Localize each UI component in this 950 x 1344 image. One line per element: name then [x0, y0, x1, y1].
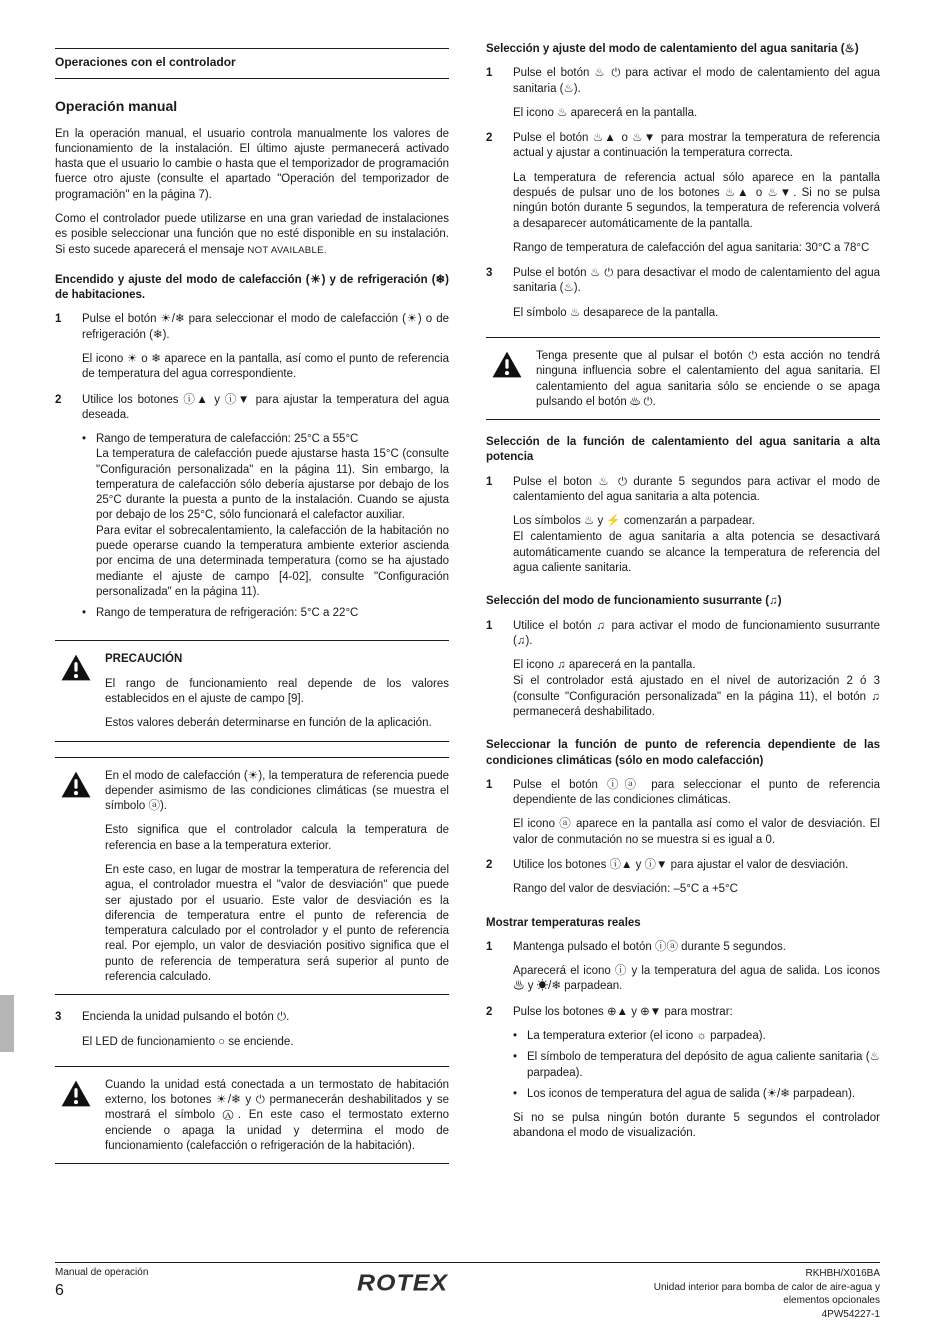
paragraph: Pulse los botones ⊕▲ y ⊕▼ para mostrar: — [513, 1005, 733, 1018]
warning-triangle-icon — [61, 771, 91, 798]
step-2 — [486, 858, 880, 901]
bullet-icon: • — [82, 607, 87, 620]
step-body — [82, 312, 449, 385]
list-item-text — [527, 1050, 880, 1084]
paragraph: Para evitar el sobrecalentamiento, la calefacción de la habitación no puede operarse cuando la temperatura ambiente exterior ascienda por encima de una determinada temperatura (como se ha ajustado mediante el ajuste de campo [4-02], consulte "Configuración personalizada" en la página 11). — [96, 524, 449, 598]
step-number: 3 — [55, 1011, 62, 1024]
warning-icon — [486, 349, 536, 410]
step-body — [82, 1010, 449, 1053]
paragraph: La temperatura exterior (el icono ☼ parpadea). — [527, 1029, 766, 1042]
paragraph: El símbolo de temperatura del depósito de agua caliente sanitaria (♨ parpadea). — [527, 1051, 880, 1079]
heading-encendido-ajuste: Encendido y ajuste del modo de calefacción (☀) y de refrigeración (❄) de habitaciones. — [55, 273, 449, 302]
list-item-text — [96, 432, 449, 603]
section-header-label: Operaciones con el controlador — [55, 55, 236, 69]
heading-alta-potencia: Selección de la función de calentamiento del agua sanitaria a alta potencia — [486, 436, 880, 464]
bullet-icon: • — [82, 433, 87, 446]
note-box-thermostat — [55, 1066, 449, 1164]
paragraph: Esto significa que el controlador calcula la temperatura de referencia en base a la temperatura exterior. — [105, 824, 449, 852]
right-column — [486, 40, 880, 1179]
document-code: 4PW54227-1 — [821, 1308, 880, 1320]
step-number: 2 — [486, 132, 493, 145]
step-number: 2 — [486, 858, 493, 871]
step-number: 1 — [486, 778, 493, 791]
warning-icon — [55, 769, 105, 986]
step-2 — [486, 1005, 880, 1145]
warning-triangle-icon — [492, 351, 522, 378]
caution-title: PRECAUCIÓN — [105, 653, 183, 666]
paragraph: Aparecerá el icono ⓘ y la temperatura del agua de salida. Los iconos ♨ y ☀/❄ parpadean. — [513, 965, 880, 993]
warning-triangle-icon — [61, 654, 91, 681]
paragraph: En este caso, en lugar de mostrar la temperatura de referencia del agua, el controlador muestra el "valor de desviación" que puede ser ajustado por el usuario. Este valor de desviación es la diferencia de temperatura entre el punto de referencia de temperatura calculado por el controlador y el punto de referencia real. Por ejemplo, un valor de desviación positivo significa que el punto de referencia de temperatura será superior al punto de referencia calculado. — [105, 863, 449, 983]
warning-icon — [55, 652, 105, 731]
step-3 — [486, 266, 880, 324]
paragraph: Pulse el botón ☀/❄ para seleccionar el modo de calefacción (☀) o de refrigeración (❄). — [82, 313, 449, 341]
list-item — [513, 1029, 880, 1047]
paragraph: Pulse el botón ♨ ⏻ para desactivar el modo de calentamiento del agua sanitaria (♨). — [513, 267, 880, 295]
not-available-label: NOT AVAILABLE. — [247, 244, 327, 256]
paragraph: Pulse el boton ♨ ⏻ durante 5 segundos para activar el modo de calentamiento del agua sanitaria a alta potencia. — [513, 475, 880, 503]
paragraph: Rango de temperatura de calefacción: 25°C a 55°C — [96, 433, 359, 446]
step-2 — [55, 393, 449, 628]
paragraph: Cuando la unidad está conectada a un termostato de habitación externo, los botones ☀/❄ y ⏻ permanecerán deshabilitados y se mostrará el símbolo Ⓐ. En este caso el termostato externo enciende o apaga la unidad y determina el modo de funcionamiento (calefacción o refrigeración de la habitación). — [105, 1078, 449, 1152]
paragraph: La temperatura de referencia actual sólo aparece en la pantalla después de pulsar uno de los botones ♨▲ o ♨▼. Si no se pulsa ningún botón durante 5 segundos, la temperatura de referencia volverá a desaparecer automáticamente de la pantalla. — [513, 171, 880, 230]
list-item-text — [527, 1087, 880, 1105]
step-body — [513, 1005, 880, 1145]
list-item-text — [527, 1029, 880, 1047]
step-1 — [486, 778, 880, 851]
model-code: RKHBH/X016BA — [805, 1268, 880, 1279]
edge-thumb-tab — [0, 995, 14, 1052]
warning-icon — [55, 1078, 105, 1154]
step-body — [513, 778, 880, 851]
list-item — [513, 1087, 880, 1105]
caution-content — [105, 652, 449, 731]
paragraph: El rango de funcionamiento real depende de los valores establecidos en el ajuste de campo [9]. — [105, 677, 449, 705]
paragraph: El calentamiento de agua sanitaria a alta potencia se desactivará automáticamente cuando se alcance la temperatura de referencia del agua caliente sanitaria. — [513, 531, 880, 575]
step-number: 3 — [486, 267, 493, 280]
paragraph: Estos valores deberán determinarse en función de la aplicación. — [105, 717, 432, 730]
paragraph-text: Como el controlador puede utilizarse en una gran variedad de instalaciones es posible seleccionar una función que no esté disponible en su instalación. Si esto sucede aparecerá el mensaje — [55, 212, 449, 256]
paragraph: Pulse el botón ♨ ⏻ para activar el modo de calentamiento del agua sanitaria (♨). — [513, 67, 880, 95]
step-1 — [486, 66, 880, 124]
paragraph: Encienda la unidad pulsando el botón ⏻. — [82, 1011, 290, 1024]
paragraph: Pulse el botón ⓘⓐ para seleccionar el punto de referencia dependiente de las condiciones climáticas. — [513, 778, 880, 807]
step-number: 2 — [486, 1005, 493, 1018]
section-header — [55, 48, 449, 79]
paragraph: Utilice los botones ⓘ▲ y ⓘ▼ para ajustar el valor de desviación. — [513, 858, 849, 871]
caution-box — [55, 640, 449, 741]
step-1 — [55, 312, 449, 385]
step-body — [513, 858, 880, 901]
heading-operacion-manual: Operación manual — [55, 97, 178, 114]
note-content — [536, 349, 880, 410]
step-body — [82, 393, 449, 628]
paragraph: En la operación manual, el usuario controla manualmente los valores de funcionamiento de la instalación. El último ajuste permanecerá activado hasta que el usuario lo cambie o hasta que el temporizador de programación fuerce otro ajuste (consulte el apartado "Operación del temporizador de programación" en la página 7). — [55, 127, 449, 201]
note-content — [105, 769, 449, 986]
step-number: 1 — [486, 475, 493, 488]
list-item — [82, 432, 449, 603]
heading-temperaturas-reales: Mostrar temperaturas reales — [486, 916, 641, 929]
paragraph: El símbolo ♨ desaparece de la pantalla. — [513, 306, 719, 319]
step-body — [513, 66, 880, 124]
paragraph: Los símbolos ♨ y ⚡ comenzarán a parpadear. — [513, 515, 755, 528]
page-footer — [55, 1262, 880, 1321]
list-item — [82, 606, 449, 624]
step-body — [513, 940, 880, 998]
paragraph: El icono ♫ aparecerá en la pantalla. — [513, 659, 696, 672]
paragraph: La temperatura de calefacción puede ajustarse hasta 15°C (consulte "Configuración personalizada" en la página 11). Sin embargo, la temperatura de calefacción sólo debería ajustarse por debajo de los 25°C durante la puesta a punto de la instalación. Cuando se ajusta por debajo de los 25°C, sólo funcionará el calefactor auxiliar. — [96, 448, 449, 522]
step-body — [513, 619, 880, 724]
step-number: 1 — [486, 940, 493, 953]
step-1 — [486, 940, 880, 998]
list-item-text — [96, 606, 449, 624]
paragraph: El icono ♨ aparecerá en la pantalla. — [513, 106, 698, 119]
rotex-logo: ROTEX — [356, 1270, 449, 1296]
step-2 — [486, 131, 880, 259]
paragraph: El LED de funcionamiento ○ se enciende. — [82, 1035, 294, 1048]
product-description-line2: elementos opcionales — [783, 1295, 880, 1306]
paragraph: Rango de temperatura de refrigeración: 5°C a 22°C — [96, 607, 359, 620]
list-item — [513, 1050, 880, 1084]
step-body — [513, 266, 880, 324]
bullet-icon: • — [513, 1051, 518, 1064]
content-columns — [55, 40, 880, 1179]
note-box-dhw — [486, 337, 880, 420]
paragraph: El icono ☀ o ❄ aparece en la pantalla, así como el punto de referencia de temperatura del agua correspondiente. — [82, 352, 449, 381]
paragraph: Los iconos de temperatura del agua de salida (☀/❄ parpadean). — [527, 1087, 856, 1100]
paragraph: Utilice los botones ⓘ▲ y ⓘ▼ para ajustar la temperatura del agua deseada. — [82, 393, 449, 421]
footer-right — [550, 1267, 880, 1321]
paragraph: Rango del valor de desviación: –5°C a +5°C — [513, 883, 738, 896]
product-description-line1: Unidad interior para bomba de calor de aire-agua y — [653, 1281, 880, 1293]
paragraph: En el modo de calefacción (☀), la temperatura de referencia puede depender asimismo de las condiciones climáticas (se muestra el símbolo ⓐ). — [105, 769, 449, 813]
bullet-icon: • — [513, 1087, 518, 1100]
paragraph: El icono ⓐ aparece en la pantalla así como el valor de desviación. El valor de conmutación no se muestra si es igual a 0. — [513, 818, 880, 846]
step-body — [513, 131, 880, 259]
heading-modo-susurrante: Selección del modo de funcionamiento susurrante (♫) — [486, 595, 782, 608]
step-body — [513, 475, 880, 580]
step-number: 1 — [486, 619, 493, 632]
footer-manual-label: Manual de operación — [55, 1267, 149, 1278]
warning-triangle-icon — [61, 1080, 91, 1107]
note-box-climate — [55, 757, 449, 996]
footer-left — [55, 1267, 255, 1300]
paragraph — [55, 212, 449, 258]
step-number: 1 — [55, 313, 62, 326]
step-number: 2 — [55, 393, 62, 406]
paragraph: Si el controlador está ajustado en el nivel de autorización 2 ó 3 (consulte "Configuración personalizada" en la página 11), el botón ♫ permanecerá deshabilitado. — [513, 675, 880, 718]
step-3 — [55, 1010, 449, 1053]
bullet-icon: • — [513, 1029, 518, 1042]
paragraph: Utilice el botón ♫ para activar el modo de funcionamiento susurrante (♫). — [513, 619, 880, 647]
footer-center — [255, 1267, 550, 1298]
paragraph: Pulse el botón ♨▲ o ♨▼ para mostrar la temperatura de referencia actual y ajustar a continuación la temperatura correcta. — [513, 132, 880, 160]
paragraph: Si no se pulsa ningún botón durante 5 segundos el controlador abandona el modo de visualización. — [513, 1112, 880, 1140]
paragraph: Mantenga pulsado el botón ⓘⓐ durante 5 segundos. — [513, 940, 786, 953]
step-1 — [486, 619, 880, 724]
paragraph: Tenga presente que al pulsar el botón ⏻ esta acción no tendrá ninguna influencia sobre el calentamiento del agua sanitaria. El calentamiento del agua sanitaria sólo se enciende o se apaga pulsando el botón ♨ ⏻. — [536, 349, 880, 408]
heading-punto-referencia-climatico: Seleccionar la función de punto de referencia dependiente de las condiciones climáticas (sólo en modo calefacción) — [486, 739, 880, 767]
step-number: 1 — [486, 67, 493, 80]
step-1 — [486, 475, 880, 580]
heading-agua-sanitaria: Selección y ajuste del modo de calentamiento del agua sanitaria (♨) — [486, 43, 859, 55]
page-number: 6 — [55, 1282, 64, 1299]
left-column — [55, 40, 449, 1179]
paragraph: Rango de temperatura de calefacción del agua sanitaria: 30°C a 78°C — [513, 241, 870, 254]
note-content — [105, 1078, 449, 1154]
